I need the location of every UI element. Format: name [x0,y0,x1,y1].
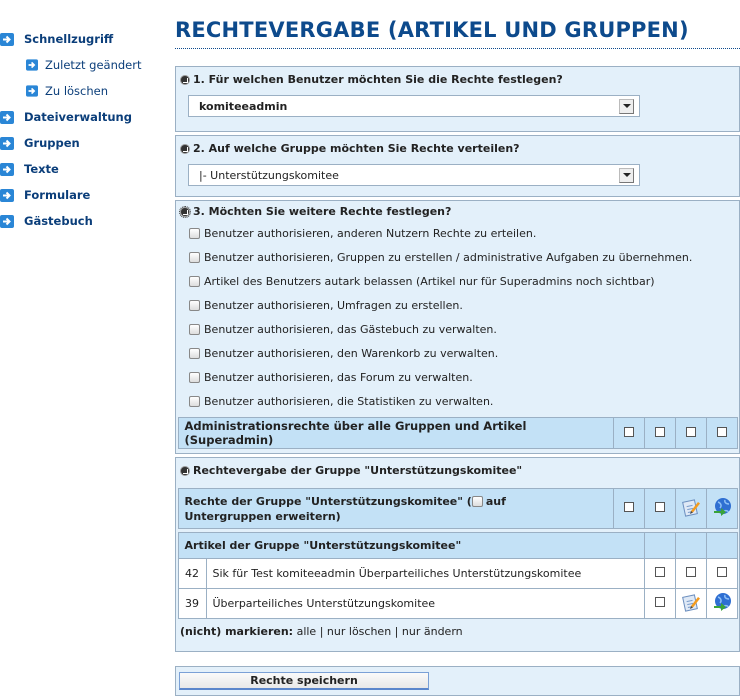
sidebar-item-label: Zu löschen [45,84,109,98]
rights-option[interactable] [176,341,739,365]
arrow-right-icon [0,163,14,176]
group-select[interactable] [188,164,640,186]
sidebar-item-dateiverwaltung[interactable] [0,104,170,130]
article-title: Sik für Test komiteeadmin Überparteiliches Unterstützungskomitee [206,559,644,589]
user-select-value: komiteeadmin [199,99,288,113]
section-extra-rights [175,200,740,454]
collapse-toggle-icon[interactable] [180,75,190,85]
rights-option-checkbox[interactable] [189,276,200,287]
rights-option-checkbox[interactable] [189,348,200,359]
rights-option-checkbox[interactable] [189,300,200,311]
mark-links: (nicht) markieren: alle | nur löschen | nur ändern [180,625,463,638]
article-checkbox[interactable] [717,567,727,577]
group-right-checkbox[interactable] [655,502,665,512]
sidebar-item-label: Gruppen [24,136,80,150]
rights-option[interactable] [176,221,739,245]
rights-option[interactable] [176,245,739,269]
arrow-right-icon [0,215,14,228]
rights-option[interactable] [176,317,739,341]
group-rights-table: Rechte der Gruppe "Unterstützungskomitee" ( auf Untergruppen erweitern) [178,488,738,529]
arrow-right-icon [0,33,14,46]
save-panel [175,666,740,696]
mark-delete-link[interactable]: nur löschen [326,625,392,638]
group-select-value: |- Unterstützungskomitee [199,168,339,182]
rights-option-label: Benutzer authorisieren, das Forum zu verwalten. [204,370,473,384]
superadmin-label: Administrationsrechte über alle Gruppen und Artikel (Superadmin) [178,418,613,449]
superadmin-checkbox[interactable] [686,427,696,437]
sidebar-item-gaestebuch[interactable] [0,208,170,234]
publish-globe-icon[interactable] [706,489,737,529]
rights-option[interactable] [176,389,739,413]
collapse-toggle-icon[interactable] [180,207,190,217]
article-checkbox[interactable] [686,567,696,577]
save-rights-button[interactable]: Rechte speichern [179,672,429,690]
arrow-right-icon [0,189,14,202]
mark-change-link[interactable]: nur ändern [401,625,463,638]
rights-option[interactable] [176,365,739,389]
rights-option[interactable] [176,293,739,317]
group-rights-label: Rechte der Gruppe "Unterstützungskomitee" ( [184,494,472,508]
collapse-toggle-icon[interactable] [180,144,190,154]
group-right-checkbox[interactable] [624,502,634,512]
edit-icon[interactable] [675,589,706,619]
sidebar-item-schnellzugriff[interactable] [0,26,170,52]
rights-option-label: Benutzer authorisieren, Gruppen zu erstellen / administrative Aufgaben zu übernehmen. [204,250,693,264]
arrow-right-icon [0,111,14,124]
arrow-right-icon [26,59,38,71]
mark-all-link[interactable]: alle [296,625,317,638]
section-group [175,135,740,197]
rights-option-label: Benutzer authorisieren, Umfragen zu erstellen. [204,298,463,312]
article-id: 42 [178,559,206,589]
collapse-toggle-icon[interactable] [180,466,190,476]
articles-table [178,532,738,619]
mark-label: (nicht) markieren: [180,625,294,638]
table-row [178,589,737,619]
rights-option-checkbox[interactable] [189,324,200,335]
rights-option[interactable] [176,269,739,293]
rights-option-checkbox[interactable] [189,228,200,239]
sidebar-item-label: Formulare [24,188,91,202]
article-title: Überparteiliches Unterstützungskomitee [206,589,644,619]
rights-option-checkbox[interactable] [189,372,200,383]
edit-icon[interactable] [675,489,706,529]
sidebar-item-label: Schnellzugriff [24,32,114,46]
article-id: 39 [178,589,206,619]
rights-option-label: Benutzer authorisieren, anderen Nutzern Rechte zu erteilen. [204,226,537,240]
article-checkbox[interactable] [655,567,665,577]
articles-header: Artikel der Gruppe "Unterstützungskomitee" [178,533,644,559]
section-title: 1. Für welchen Benutzer möchten Sie die Rechte festlegen? [193,73,563,86]
rights-option-checkbox[interactable] [189,252,200,263]
superadmin-checkbox[interactable] [624,427,634,437]
sidebar-item-label: Dateiverwaltung [24,110,132,124]
article-checkbox[interactable] [655,597,665,607]
superadmin-checkbox[interactable] [655,427,665,437]
sidebar-item-label: Gästebuch [24,214,93,228]
user-select[interactable] [188,95,640,117]
dropdown-arrow-icon [619,168,634,183]
publish-globe-icon[interactable] [706,589,737,619]
rights-option-label: Benutzer authorisieren, den Warenkorb zu verwalten. [204,346,499,360]
main-content [175,0,740,696]
sidebar-item-formulare[interactable] [0,182,170,208]
table-row [178,559,737,589]
sidebar-item-texte[interactable] [0,156,170,182]
sidebar-item-label: Zuletzt geändert [45,58,142,72]
rights-checkbox-list [176,221,739,413]
rights-option-checkbox[interactable] [189,396,200,407]
rights-option-label: Benutzer authorisieren, das Gästebuch zu verwalten. [204,322,497,336]
page-title: RECHTEVERGABE (ARTIKEL UND GRUPPEN) [175,0,740,49]
section-title: Rechtevergabe der Gruppe "Unterstützungskomitee" [193,464,523,477]
section-group-rights [175,457,740,652]
arrow-right-icon [0,137,14,150]
extend-subgroups-checkbox[interactable] [472,496,483,507]
section-title: 3. Möchten Sie weitere Rechte festlegen? [193,205,452,218]
rights-option-label: Benutzer authorisieren, die Statistiken zu verwalten. [204,394,494,408]
dropdown-arrow-icon [619,99,634,114]
section-title: 2. Auf welche Gruppe möchten Sie Rechte verteilen? [193,142,520,155]
sidebar-item-zu-loeschen[interactable] [0,78,170,104]
sidebar-nav [0,26,170,234]
superadmin-checkbox[interactable] [717,427,727,437]
superadmin-table [178,417,738,449]
sidebar-item-label: Texte [24,162,59,176]
arrow-right-icon [26,85,38,97]
sidebar-item-zuletzt-geaendert[interactable] [0,52,170,78]
sidebar-item-gruppen[interactable] [0,130,170,156]
rights-option-label: Artikel des Benutzers autark belassen (Artikel nur für Superadmins noch sichtbar) [204,274,655,288]
section-user [175,66,740,132]
